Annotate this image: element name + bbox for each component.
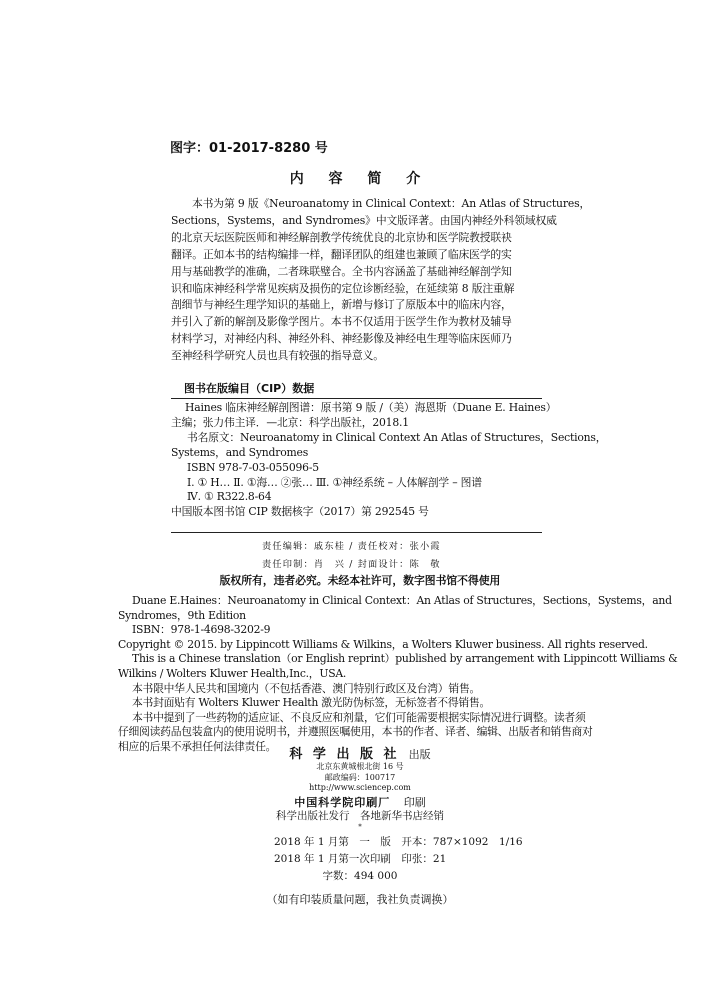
publisher-address: 北京东黄城根北街 16 号 xyxy=(316,762,404,771)
printing-line: 2018 年 1 月第一次印刷 印张：21 xyxy=(274,853,447,865)
publisher-name: 科 学 出 版 社 xyxy=(289,747,400,762)
distribution-line: 科学出版社发行 各地新华书店经销 xyxy=(276,810,444,822)
license-body xyxy=(118,594,678,755)
cip-line: Ⅰ. ① H… Ⅱ. ①海… ②张… Ⅲ. ①神经系统 – 人体解剖学 – 图谱 xyxy=(187,475,482,489)
intro-line: 剖细节与神经生理学知识的基础上，新增与修订了原版本中的临床内容， xyxy=(171,298,512,312)
intro-line: 翻译。正如本书的结构编排一样，翻译团队的组建也兼顾了临床医学的实 xyxy=(171,247,512,261)
intro-line: 用与基础教学的准确，二者珠联璧合。全书内容涵盖了基础神经解剖学知 xyxy=(171,264,512,278)
publisher-website: http://www.sciencep.com xyxy=(309,783,411,792)
cip-line: Ⅳ. ① R322.8-64 xyxy=(187,490,272,504)
cip-line: 主编；张力伟主译．—北京：科学出版社，2018.1 xyxy=(171,415,409,429)
intro-title: 内 容 简 介 xyxy=(289,171,431,187)
license-line: 本书封面贴有 Wolters Kluwer Health 激光防伪标签，无标签者不得销售。 xyxy=(132,696,491,710)
license-line: Syndromes，9th Edition xyxy=(118,608,246,622)
license-line: 本书限中华人民共和国境内（不包括香港、澳门特别行政区及台湾）销售。 xyxy=(132,681,481,695)
cip-top-rule xyxy=(171,398,542,399)
license-line: This is a Chinese translation（or English reprint）published by arrangement with Lippincott Williams & xyxy=(132,652,678,666)
license-line: 仔细阅读药品包装盒内的使用说明书，并遵照医嘱使用，本书的作者、译者、编辑、出版者和销售商对 xyxy=(118,725,593,739)
staff-editors: 责任编辑：戚东桂 / 责任校对：张小霞 xyxy=(262,541,441,552)
license-line: Copyright © 2015. by Lippincott Williams & Wilkins，a Wolters Kluwer business. All rights reserved. xyxy=(118,637,648,651)
intro-body xyxy=(171,196,591,365)
intro-line: 识和临床神经科学常见疾病及损伤的定位诊断经验，在延续第 8 版注重解 xyxy=(171,281,515,295)
intro-line: 至神经科学研究人员也具有较强的指导意义。 xyxy=(171,349,384,363)
quality-note: （如有印装质量问题，我社负责调换） xyxy=(266,893,454,906)
license-line: 本书中提到了一些药物的适应证、不良反应和剂量，它们可能需要根据实际情况进行调整。读者须 xyxy=(132,710,586,724)
cip-line: 书名原文：Neuroanatomy in Clinical Context An Atlas of Structures，Sections， xyxy=(187,430,607,444)
printer-name: 中国科学院印刷厂 xyxy=(294,796,391,809)
intro-line: 材料学习，对神经内科、神经外科、神经影像及神经电生理等临床医师乃 xyxy=(171,332,512,346)
intro-line: 本书为第 9 版《Neuroanatomy in Clinical Context：An Atlas of Structures， xyxy=(192,197,591,210)
cip-line: Haines 临床神经解剖图谱：原书第 9 版 /（美）海恩斯（Duane E. Haines） xyxy=(185,401,557,414)
license-line: ISBN：978-1-4698-3202-9 xyxy=(132,623,271,637)
license-line: Duane E.Haines：Neuroanatomy in Clinical Context：An Atlas of Structures，Sections，Systems，and xyxy=(132,594,672,607)
cip-line: Systems，and Syndromes xyxy=(171,445,309,459)
edition-line: 2018 年 1 月第 一 版 开本：787×1092 1/16 xyxy=(274,836,523,848)
separator-star: * xyxy=(358,823,362,831)
cip-line: 中国版本图书馆 CIP 数据核字（2017）第 292545 号 xyxy=(171,505,429,519)
cip-bottom-rule xyxy=(171,532,542,533)
staff-production: 责任印制：肖 兴 / 封面设计：陈 敬 xyxy=(262,559,441,570)
publisher-postcode: 邮政编码：100717 xyxy=(324,772,396,782)
rights-notice: 版权所有，违者必究。未经本社许可，数字图书馆不得使用 xyxy=(219,574,501,587)
license-line: Wilkins / Wolters Kluwer Health,Inc.，USA. xyxy=(118,666,347,680)
cip-heading: 图书在版编目（CIP）数据 xyxy=(184,382,315,395)
publisher-block xyxy=(0,743,720,794)
publisher-suffix: 出版 xyxy=(408,748,431,761)
word-count: 字数：494 000 xyxy=(322,870,398,882)
license-line: 相应的后果不承担任何法律责任。 xyxy=(118,739,277,753)
cip-body xyxy=(171,401,607,520)
cip-line: ISBN 978-7-03-055096-5 xyxy=(187,460,319,474)
intro-line: 并引入了新的解剖及影像学图片。本书不仅适用于医学生作为教材及辅导 xyxy=(171,315,512,329)
intro-line: 的北京天坛医院医师和神经解剖教学传统优良的北京协和医学院教授联袂 xyxy=(171,230,512,244)
intro-line: Sections，Systems，and Syndromes》中文版译著。由国内神经外科领域权威 xyxy=(171,213,557,227)
registration-number: 图字：01-2017-8280 号 xyxy=(170,141,328,156)
printer-suffix: 印刷 xyxy=(403,796,426,809)
